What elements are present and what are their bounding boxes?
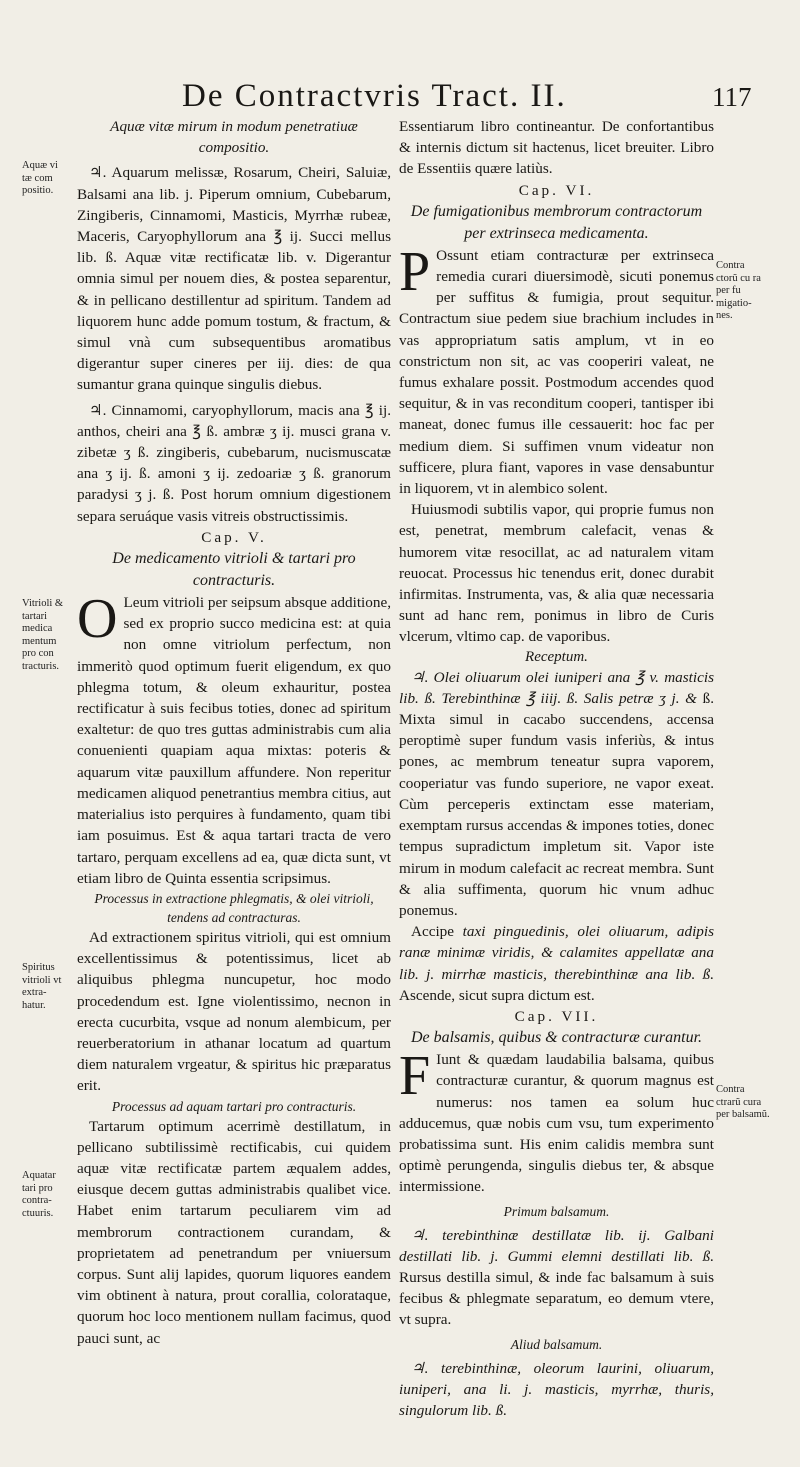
chapter-heading-7: Cap. VII. bbox=[514, 1007, 599, 1025]
chapter-title-7: De balsamis, quibus & contracturæ curantur. bbox=[410, 1029, 703, 1047]
recipe-olei-ingredients: ♃. Olei oliuarum olei iuniperi ana ℥ v. masticis lib. ß. Terebinthinæ ℥ iiij. ß. Salis petræ ʒ j. & bbox=[399, 668, 714, 707]
dropcap-f: F bbox=[399, 1045, 431, 1108]
right-column bbox=[399, 116, 714, 1421]
process-title-tartari: Processus ad aquam tartari pro contracturis. bbox=[111, 1098, 357, 1114]
chapter-5-text: Leum vitrioli per seipsum absque additione, sed ex proprio succo medicina est: at quia non omne vitriolum perfectum, non immeritò quod optimum fuerit eligendum, ex quo phlegma totum, & oleum exhauritur, postea rectificatur à suis fecibus toties, donec ad spiritum exaltetur: de quo tres guttas administrabis cum alia conuenienti quapiam aqua mixtas: poteris & aquarum vitæ pauxillum affundere. Non reperitur medicamen aliquod penetrantius membra citius, aut materialius isto perquires à fundamento, quam tibi iam posuimus. Est & aqua tartari tracta de vero tartaro, perquam excellens ad ea, quæ dicta sunt, vt etiam libro de Quinta essentia scripsimus. bbox=[77, 594, 391, 887]
margin-note-aqua-vitae: Aquæ vi tæ com positio. bbox=[22, 160, 58, 196]
chapter-6-paragraph bbox=[399, 240, 714, 499]
dropcap-o: O bbox=[77, 588, 118, 651]
aqua-vitae-title: Aquæ vitæ mirum in modum penetratiuæ compositio. bbox=[110, 118, 358, 157]
margin-note-aqua-tartari: Aquatar tari pro contra- ctuuris. bbox=[22, 1170, 56, 1219]
margin-note-fumigation: Contra ctorũ cu ra per fu migatio- nes. bbox=[716, 260, 761, 321]
process-text-vitrioli: Ad extractionem spiritus vitrioli, qui est omnium excellentissimus & potentissimus, licet ab aliquibus phlegma nuncupetur, hoc modo procedendum est. Igne violentissimo, necnon in erecta cucurbita, vsque ad nonum alembicum, per reuerberatorium in athanar locatum ad quartum diem naturalem vrgeatur, & spiritus hic præparatus erit. bbox=[77, 928, 391, 1095]
chapter-6-text-2: Huiusmodi subtilis vapor, qui proprie fumus non est, penetrat, membrum calefacit, venas & humorem vitæ resocillat, ac ad naturalem vitam reuocat. Processus hic tenendus erit, donec durabit infirmitas. Instrumenta, vas, & alia quæ necessaria sunt ad hanc rem, ponimus in libro de Curis vlcerum, vltimo cap. de vaporibus. bbox=[399, 501, 714, 646]
accipe-ingredients: taxi pinguedinis, olei oliuarum, adipis ranæ minimæ viridis, & calamites appellatæ ana lib. j. mirrhæ masticis, therebinthinæ ana lib. ß. bbox=[399, 923, 715, 983]
recipe-primum-instructions: Rursus destilla simul, & inde fac balsamum à suis fecibus & phlegmate separatum, eo demum vtere, vt supra. bbox=[399, 1268, 714, 1329]
margin-note-balsam: Contra ctrarũ cura per balsamũ. bbox=[716, 1084, 770, 1120]
margin-note-spiritus: Spiritus vitrioli vt extra- hatur. bbox=[22, 962, 62, 1011]
recipe-olei-instructions: ß. Mixta simul in cacabo succendens, accensa peroptimè super fundum vasis inferiùs, & intus pones, ac membrum teneatur supra vaporem, cooperiatur vas fundo superiore, ne vapor exeat. Cùm perceperis extinctam esse materiam, exemptam rursus accendas & impones toties, donec tempus supradictum impletum sit. Vapor iste mirum in modum calefacit ac recreat membra. Sunt & alia suffimenta, quorum hic vnum adhuc ponemus. bbox=[399, 689, 714, 919]
chapter-7-text: Iunt & quædam laudabilia balsama, quibus contracturæ curantur, & quorum magnus est numerus: nos tamen ea solum huc adducemus, quæ nobis cum vsu, tum experimento probatissima sunt. His enim calidis membra sunt optimè perungenda, singulis diebus ter, & absque intermissione. bbox=[399, 1051, 714, 1196]
chapter-title-6: De fumigationibus membrorum contractorum per extrinseca medicamenta. bbox=[410, 202, 703, 242]
chapter-6-text: Ossunt etiam contracturæ per extrinseca remedia curari diuersimodè, sicuti ponemus per suffitus & fumigia, prout sequitur. Contractum siue pedem siue brachium includes in vas appropriatum satis amplum, vt in eo constrictum non sit, ac vas cooperiri valeat, ne fumus exhalare possit. Postmodum accendes quod sequitur, & in vas reconditum cooperi, tantisper ibi maneat, donec fumus ille cessauerit: hoc fac per medium diem. Si suffimen vnum videatur non sufficere, plura fiant, vapores in vase densabuntur in liquorem, vt in alembico solent. bbox=[399, 246, 714, 498]
chapter-heading-5: Cap. V. bbox=[201, 528, 267, 546]
receptum-heading: Receptum. bbox=[525, 648, 588, 665]
margin-note-vitrioli: Vitrioli & tartari medica mentum pro con tracturis. bbox=[22, 598, 64, 672]
chapter-title-5: De medicamento vitrioli & tartari pro contracturis. bbox=[112, 550, 356, 590]
left-column bbox=[77, 116, 391, 1349]
running-title: De Contractvris Tract. II. bbox=[182, 78, 567, 114]
recipe-primum-ingredients: ♃. terebinthinæ destillatæ lib. ij. Galbani destillati lib. j. Gummi elemni destillati lib. ß. bbox=[399, 1226, 714, 1265]
recipe-aqua-vitae: ♃. Aquarum melissæ, Rosarum, Cheiri, Saluiæ, Balsami ana lib. j. Piperum omnium, Cubebarum, Zingiberis, Cinnamomi, Masticis, Myrrhæ rubeæ, Maceris, Caryophyllorum ana ℥ ij. Succi mellus lib. ß. Aquæ vitæ rectificatæ lib. v. Digerantur omnia simul per nouem dies, & postea separentur, & in pellicano destillentur ad spiritum. Tandem ad liquorem hunc adde pomum tostum, & fractum, & simul vnà cum subsequentibus aromatibus digerantur super cineres per iij. dies: de qua sumantur grana quinque singulis diebus. bbox=[77, 164, 391, 394]
primum-balsamum-heading: Primum balsamum. bbox=[503, 1203, 610, 1219]
recipe-cinnamomi: ♃. Cinnamomi, caryophyllorum, macis ana ℥ ij. anthos, cheiri ana ℥ ß. ambræ ʒ ij. musci grana v. zibetæ ʒ ß. zingiberis, cubebarum, nucismuscatæ ana ʒ ij. ß. amoni ʒ ij. zedoariæ ʒ ß. granorum paradysi ʒ j. ß. Post horum omnium digestionem separa seruáque vasis vitreis obstructissimis. bbox=[77, 401, 391, 525]
chapter-heading-6: Cap. VI. bbox=[518, 181, 595, 199]
recipe-olei bbox=[399, 667, 714, 921]
recipe-primum bbox=[399, 1225, 714, 1331]
aliud-balsamum-heading: Aliud balsamum. bbox=[510, 1336, 603, 1352]
continuation-text: Essentiarum libro contineantur. De confortantibus & internis dictum sit hactenus, licet breuiter. Libro de Essentiis quære latiùs. bbox=[399, 118, 714, 178]
recipe-accipe bbox=[399, 921, 714, 1006]
dropcap-p: P bbox=[399, 240, 431, 303]
process-text-tartari: Tartarum optimum acerrimè destillatum, in pellicano subtilissimè rectificabis, cui quidem aquæ vitæ rectificatæ partem æqualem addes, eiusque decem guttas administrabis qualibet vice. Habet enim tartarum peculiarem vim ad membrorum contractionem curandam, & proprietatem ad penetrandum per vniuersum corpus. Sunt alij lapides, quorum liquores eandem vim obtinent à natura, prout corallia, colorataque, quorum hoc loco mentionem nullam facimus, quod pauci sunt, ac bbox=[77, 1117, 391, 1347]
accipe-start: Accipe bbox=[411, 923, 455, 941]
chapter-5-paragraph bbox=[77, 588, 391, 889]
page-number: 117 bbox=[712, 82, 752, 112]
accipe-end: Ascende, sicut supra dictum est. bbox=[399, 986, 595, 1004]
running-header bbox=[0, 78, 800, 118]
process-title-vitrioli: Processus in extractione phlegmatis, & olei vitrioli, tendens ad contracturas. bbox=[94, 890, 374, 925]
chapter-7-paragraph bbox=[399, 1045, 714, 1197]
recipe-aliud: ♃. terebinthinæ, oleorum laurini, oliuarum, iuniperi, ana li. j. masticis, myrrhæ, thuris, singulorum lib. ß. bbox=[399, 1359, 714, 1419]
